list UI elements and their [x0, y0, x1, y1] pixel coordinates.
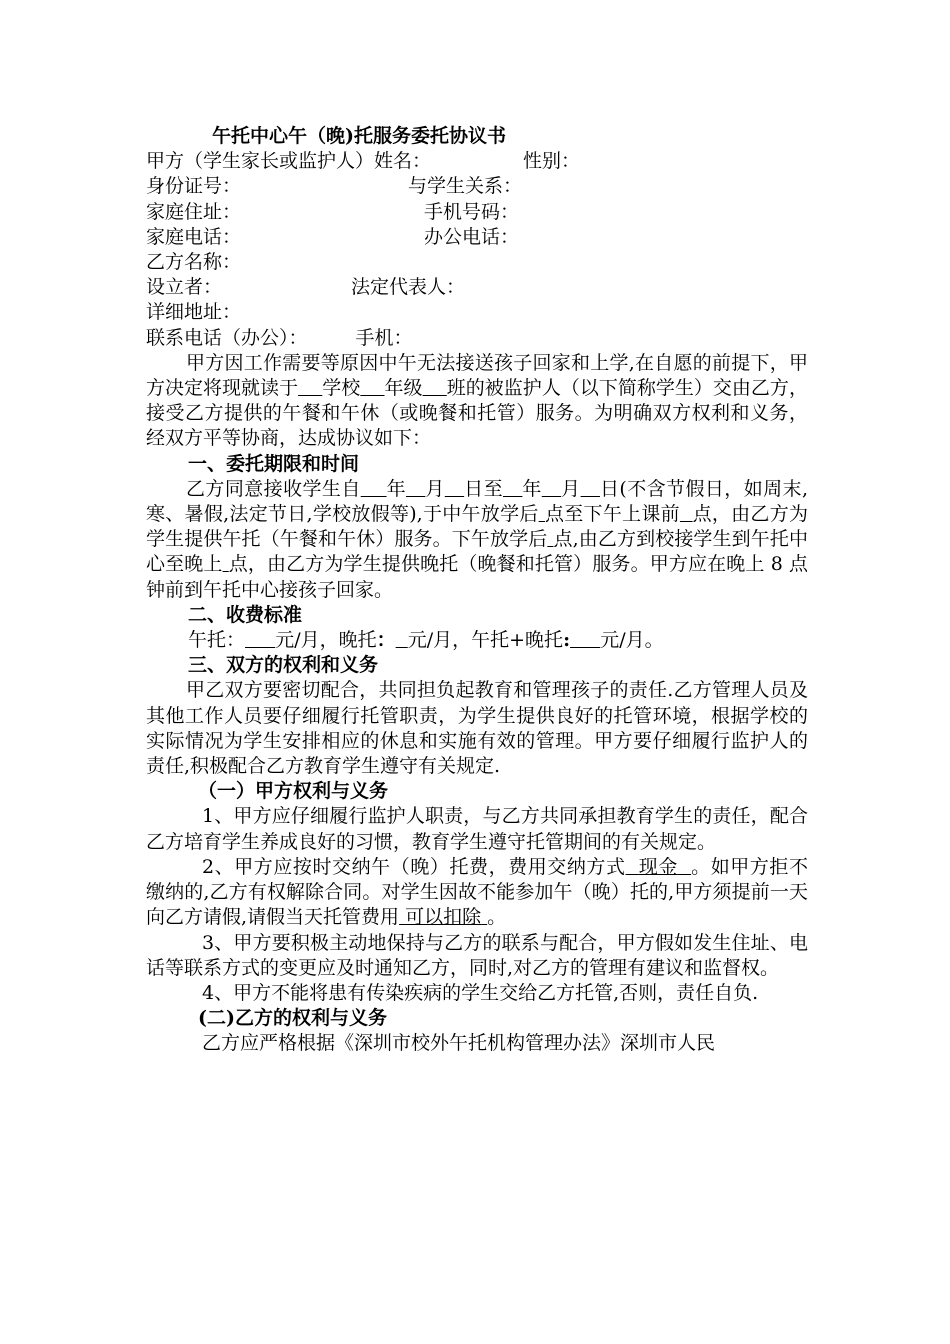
noon-fee-label: 午托：	[188, 629, 246, 652]
month-label-1: 月	[425, 477, 445, 500]
relationship-label: 与学生关系：	[408, 175, 523, 198]
party-a-item-4: 4、甲方不能将患有传染疾病的学生交给乙方托管,否则，责任自负.	[202, 981, 759, 1004]
party-a-name-label: 甲方（学生家长或监护人）姓名：	[146, 150, 432, 173]
party-a-name-line	[146, 149, 808, 174]
fee-line	[146, 628, 808, 653]
class-blank	[423, 377, 447, 399]
end-year-blank	[503, 478, 522, 500]
gender-label: 性别：	[523, 150, 581, 173]
item-2-text-2: 。如甲方拒不缴纳的,乙方有权解除合同。对学生因故不能参加午（晚）托的,甲方须提前一天向乙方请假,请假当天托管费用	[146, 855, 808, 929]
party-a-rights-heading: （一）甲方权利与义务	[198, 780, 389, 803]
section-1-heading: 一、委托期限和时间	[188, 452, 360, 475]
item-2-text-1: 2、甲方应按时交纳午（晚）托费，费用交纳方式	[202, 855, 626, 878]
agreement-document	[146, 124, 808, 1057]
colon-2: :	[563, 629, 571, 652]
end-day-blank	[581, 478, 600, 500]
period-text-3: 点至下午上课前	[544, 503, 680, 526]
noon-end-blank	[680, 503, 693, 525]
mobile-label: 手机号码：	[424, 200, 520, 223]
deduction-term	[399, 906, 487, 928]
month-label-2: 月	[561, 477, 581, 500]
intro-text-4: 班的被监护人（以下简称学生）交由乙方，接受乙方提供的午餐和午休（或晚餐和托管）服务。为明确双方权利和义务，经双方平等协商，达成协议如下：	[146, 377, 808, 450]
deduction-value: 可以扣除	[405, 906, 482, 929]
start-month-blank	[406, 478, 425, 500]
office-contact-label: 联系电话（办公）：	[146, 326, 308, 349]
party-b-paragraph: 乙方应严格根据《深圳市校外午托机构管理办法》深圳市人民	[202, 1032, 716, 1055]
party-a-item-3: 3、甲方要积极主动地保持与乙方的联系与配合，甲方假如发生住址、电话等联系方式的变更应及时通知乙方，同时,对乙方的管理有建议和监督权。	[146, 931, 808, 979]
combined-fee-label: 元/月，午托+晚托	[407, 629, 564, 652]
period-text-2: 日(不含节假日，如周末,寒、暑假,法定节日,学校放假等),于中午放学后	[146, 477, 808, 526]
contact-phone-line	[146, 326, 808, 351]
home-address-label: 家庭住址：	[146, 200, 242, 223]
payment-method	[626, 856, 692, 878]
school-blank	[298, 377, 322, 399]
period-text-1: 乙方同意接收学生自	[186, 477, 361, 500]
intro-text-1: 甲方因工作需要等原因中午无法接送孩子回家和上学,在自愿的前提下，甲方决定将现就读于	[146, 351, 808, 400]
intro-text-3: 年级	[384, 377, 423, 400]
id-number-line	[146, 174, 808, 199]
period-text-5: 点,由乙方到校接学生到午托中心至晚上	[146, 528, 808, 576]
evening-fee-label: 元/月，晚托	[275, 629, 377, 652]
year-label-1: 年	[386, 477, 406, 500]
section-2-heading: 二、收费标准	[188, 603, 303, 626]
payment-method-value: 现金	[638, 855, 678, 878]
intro-paragraph	[146, 351, 808, 452]
legal-rep-label: 法定代表人：	[351, 276, 466, 299]
cellphone-label: 手机：	[355, 326, 413, 349]
combined-fee-blank	[570, 629, 600, 651]
intro-text-2: 学校	[322, 377, 361, 400]
founder-line	[146, 275, 808, 300]
year-label-2: 年	[522, 477, 542, 500]
party-b-name-line: 乙方名称：	[146, 251, 242, 274]
item-2-text-3: 。	[487, 906, 507, 929]
period-text-4: 点，由乙方为学生提供午托（午餐和午休）服务。下午放学后	[146, 503, 808, 551]
founder-label: 设立者：	[146, 276, 223, 299]
id-number-label: 身份证号：	[146, 175, 242, 198]
party-a-item-1: 1、甲方应仔细履行监护人职责，与乙方共同承担教育学生的责任，配合乙方培育学生养成良好的习惯，教育学生遵守托管期间的有关规定。	[146, 805, 808, 853]
day-to-label: 日至	[464, 477, 503, 500]
grade-blank	[360, 377, 384, 399]
start-year-blank	[361, 478, 387, 500]
period-text-6: 点，由乙方为学生提供晚托（晚餐和托管）服务。甲方应在晚上 8 点钟前到午托中心接孩子回家。	[146, 553, 808, 601]
section-3-intro: 甲乙双方要密切配合，共同担负起教育和管理孩子的责任.乙方管理人员及其他工作人员要仔细履行托管职责，为学生提供良好的托管环境，根据学校的实际情况为学生安排相应的休息和实施有效的管理。甲方要仔细履行监护人的责任,积极配合乙方教育学生遵守有关规定.	[146, 679, 808, 778]
home-address-line	[146, 200, 808, 225]
start-day-blank	[445, 478, 464, 500]
home-phone-label: 家庭电话：	[146, 225, 242, 248]
home-phone-line	[146, 225, 808, 250]
noon-fee-blank	[245, 629, 275, 651]
party-a-item-2	[146, 855, 808, 931]
document-title: 午托中心午（晚)托服务委托协议书	[212, 125, 506, 147]
end-month-blank	[542, 478, 561, 500]
evening-fee-blank	[396, 629, 408, 651]
colon-1: ：	[376, 629, 396, 652]
section-3-heading: 三、双方的权利和义务	[188, 654, 379, 677]
section-1-paragraph	[146, 477, 808, 603]
party-b-rights-heading: (二)乙方的权利与义务	[198, 1007, 387, 1030]
detail-address-line: 详细地址：	[146, 301, 242, 324]
fee-unit-end: 元/月。	[600, 629, 664, 652]
office-phone-label: 办公电话：	[424, 225, 520, 248]
